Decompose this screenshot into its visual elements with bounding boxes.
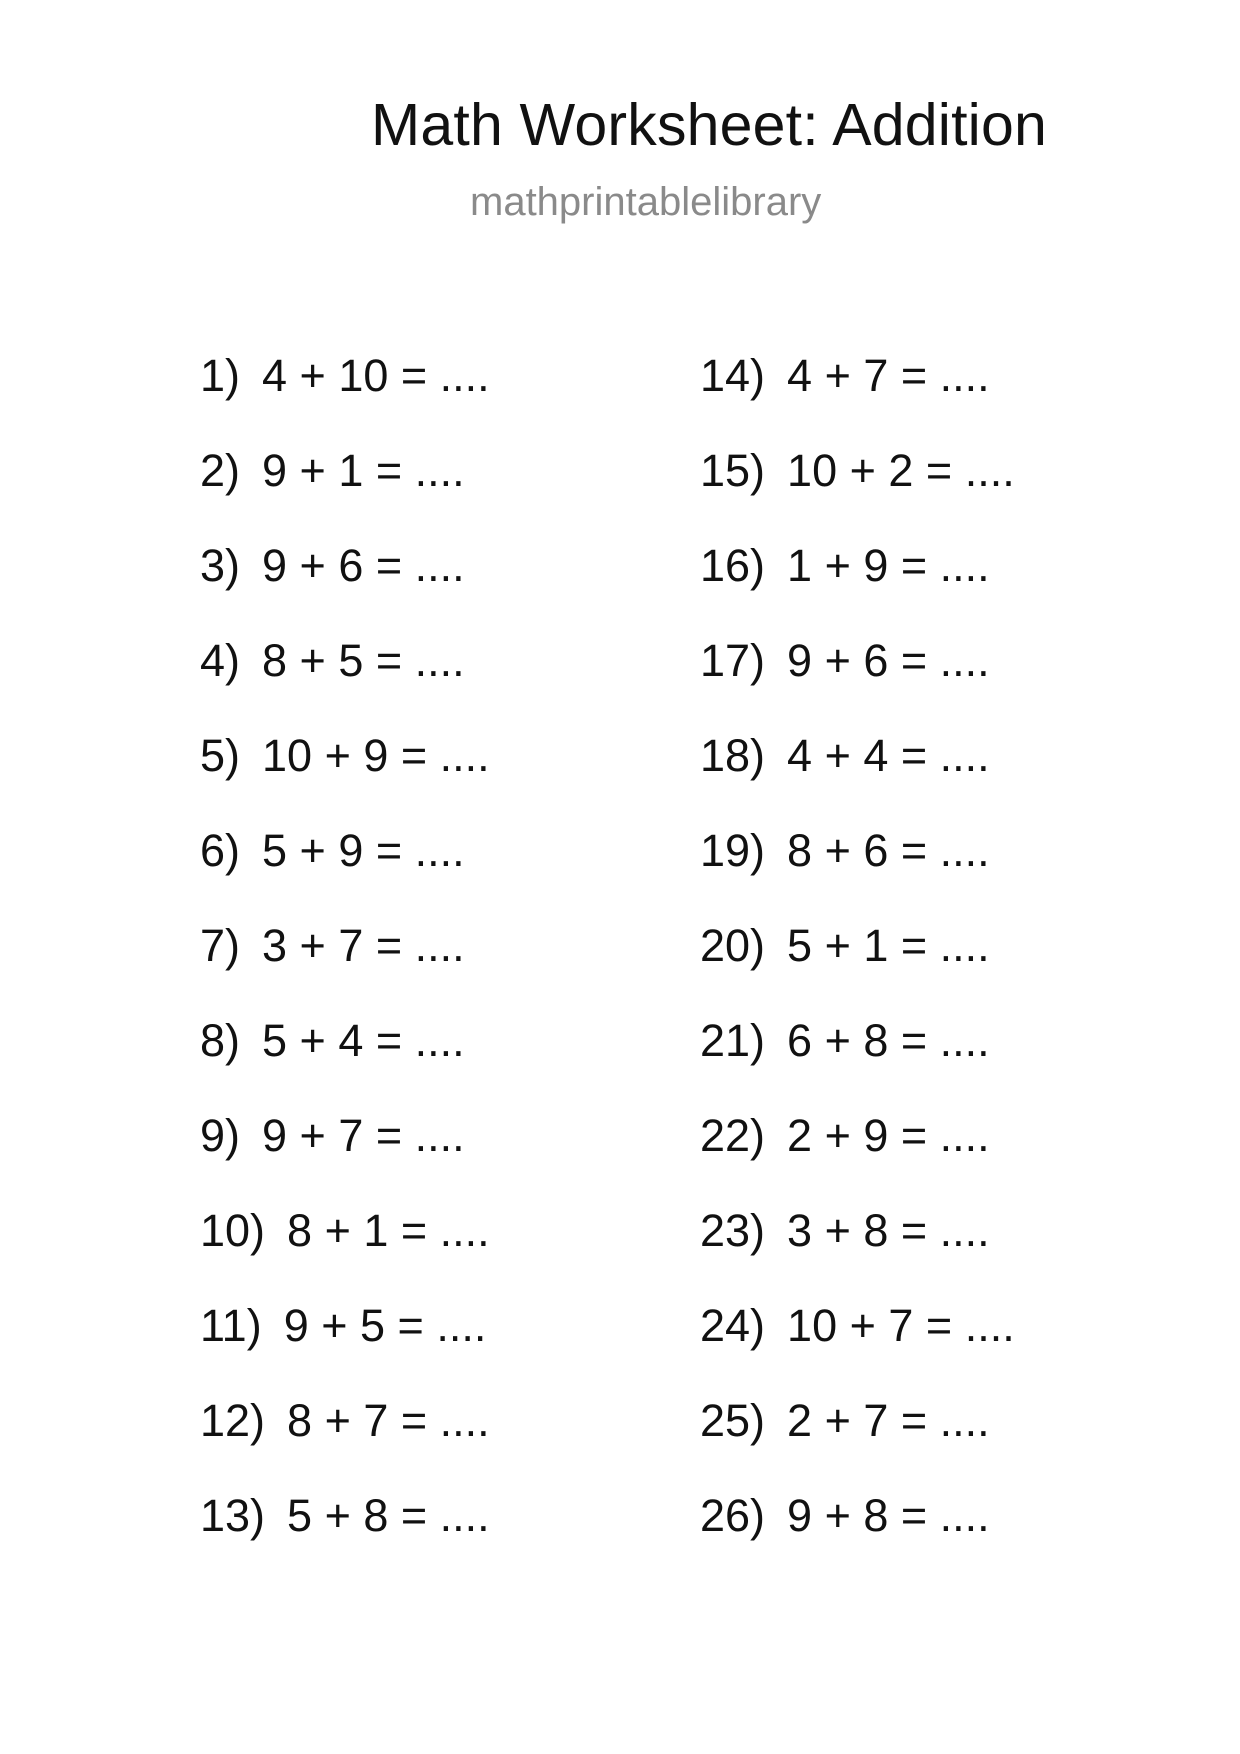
problem-expression: 10 + 9 = ....	[262, 730, 490, 781]
problem-number: 15)	[700, 445, 766, 496]
problem-expression: 5 + 8 = ....	[287, 1490, 490, 1541]
problem-item	[200, 635, 490, 730]
problem-item	[200, 920, 490, 1015]
problem-expression: 3 + 8 = ....	[787, 1205, 990, 1256]
problem-expression: 5 + 1 = ....	[787, 920, 990, 971]
problem-item	[200, 350, 490, 445]
problem-expression: 10 + 2 = ....	[787, 445, 1015, 496]
problem-number: 7)	[200, 920, 241, 971]
problem-number: 13)	[200, 1490, 266, 1541]
problem-number: 3)	[200, 540, 241, 591]
problem-item	[700, 920, 1015, 1015]
problem-item	[200, 445, 490, 540]
problem-number: 22)	[700, 1110, 766, 1161]
problem-expression: 8 + 6 = ....	[787, 825, 990, 876]
problem-expression: 4 + 10 = ....	[262, 350, 490, 401]
problem-column-left	[200, 350, 490, 1585]
problem-number: 17)	[700, 635, 766, 686]
problem-number: 1)	[200, 350, 241, 401]
problem-number: 19)	[700, 825, 766, 876]
problem-item	[700, 1015, 1015, 1110]
problem-expression: 8 + 1 = ....	[287, 1205, 490, 1256]
problem-expression: 6 + 8 = ....	[787, 1015, 990, 1066]
problem-expression: 2 + 9 = ....	[787, 1110, 990, 1161]
problem-expression: 10 + 7 = ....	[787, 1300, 1015, 1351]
worksheet-title: Math Worksheet: Addition	[371, 92, 1048, 158]
problem-expression: 4 + 4 = ....	[787, 730, 990, 781]
problem-number: 10)	[200, 1205, 266, 1256]
problem-item	[700, 1110, 1015, 1205]
problem-expression: 9 + 5 = ....	[283, 1300, 487, 1351]
problem-item	[200, 730, 490, 825]
problem-expression: 9 + 6 = ....	[262, 540, 465, 591]
problem-number: 21)	[700, 1015, 766, 1066]
problem-number: 12)	[200, 1395, 266, 1446]
problem-item	[200, 1205, 490, 1300]
problem-expression: 8 + 5 = ....	[262, 635, 465, 686]
problem-number: 18)	[700, 730, 766, 781]
problem-item	[200, 1300, 490, 1395]
problem-expression: 8 + 7 = ....	[287, 1395, 490, 1446]
problem-item	[700, 1490, 1015, 1585]
problem-expression: 9 + 6 = ....	[787, 635, 990, 686]
problem-item	[200, 540, 490, 635]
problem-number: 11)	[200, 1300, 262, 1351]
problem-item	[700, 540, 1015, 635]
problem-number: 26)	[700, 1490, 766, 1541]
problem-item	[200, 1110, 490, 1205]
problem-expression: 9 + 8 = ....	[787, 1490, 990, 1541]
problem-item	[700, 350, 1015, 445]
problem-item	[200, 1395, 490, 1490]
problem-number: 9)	[200, 1110, 241, 1161]
problem-item	[700, 445, 1015, 540]
problem-number: 14)	[700, 350, 766, 401]
problem-number: 23)	[700, 1205, 766, 1256]
problem-item	[700, 1300, 1015, 1395]
problem-item	[700, 1205, 1015, 1300]
problem-number: 4)	[200, 635, 241, 686]
problem-expression: 9 + 7 = ....	[262, 1110, 465, 1161]
problem-number: 20)	[700, 920, 766, 971]
problem-number: 25)	[700, 1395, 766, 1446]
problem-expression: 9 + 1 = ....	[262, 445, 465, 496]
problem-number: 2)	[200, 445, 241, 496]
problem-number: 8)	[200, 1015, 241, 1066]
problem-item	[200, 1015, 490, 1110]
problem-expression: 3 + 7 = ....	[262, 920, 465, 971]
problem-expression: 2 + 7 = ....	[787, 1395, 990, 1446]
worksheet-subtitle: mathprintablelibrary	[470, 180, 822, 224]
problem-item	[700, 1395, 1015, 1490]
problem-number: 5)	[200, 730, 241, 781]
problem-expression: 1 + 9 = ....	[787, 540, 990, 591]
problem-column-right	[700, 350, 1015, 1585]
problem-expression: 5 + 4 = ....	[262, 1015, 465, 1066]
problem-item	[700, 730, 1015, 825]
problem-item	[200, 825, 490, 920]
problem-item	[700, 825, 1015, 920]
problem-expression: 4 + 7 = ....	[787, 350, 990, 401]
problem-number: 6)	[200, 825, 241, 876]
problem-item	[700, 635, 1015, 730]
problem-number: 16)	[700, 540, 766, 591]
problem-number: 24)	[700, 1300, 766, 1351]
problem-item	[200, 1490, 490, 1585]
problem-expression: 5 + 9 = ....	[262, 825, 465, 876]
